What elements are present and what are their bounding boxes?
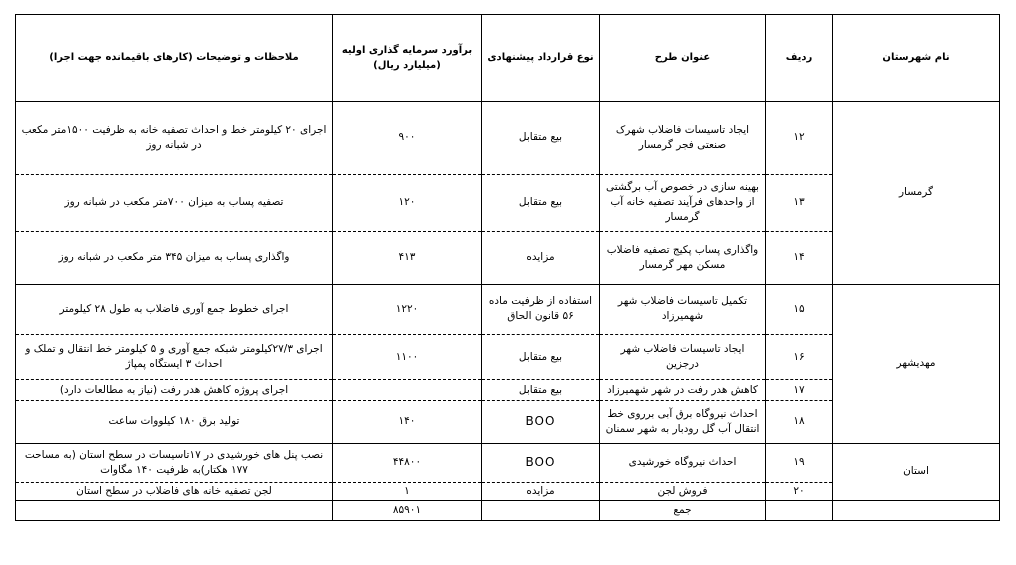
contract-type: BOO bbox=[482, 400, 600, 443]
investment-value: ۴۴۸۰۰ bbox=[333, 443, 482, 483]
investment-value: ۹۰۰ bbox=[333, 101, 482, 174]
header-project-title: عنوان طرح bbox=[600, 15, 766, 102]
investment-value: ۴۱۳ bbox=[333, 231, 482, 284]
row-number: ۱۳ bbox=[766, 174, 833, 231]
row-number: ۲۰ bbox=[766, 483, 833, 500]
contract-type: مزایده bbox=[482, 483, 600, 500]
table-row bbox=[16, 101, 1000, 174]
notes-text: اجرای ۲۰ کیلومتر خط و احداث تصفیه خانه به ظرفیت ۱۵۰۰متر مکعب در شبانه روز bbox=[16, 101, 333, 174]
row-number: ۱۸ bbox=[766, 400, 833, 443]
row-number: ۱۶ bbox=[766, 334, 833, 380]
contract-type: بیع متقابل bbox=[482, 380, 600, 400]
total-value: ۸۵۹۰۱ bbox=[333, 500, 482, 520]
city-cell-mahdishahr: مهدیشهر bbox=[833, 284, 1000, 443]
header-contract-type: نوع قرارداد پیشنهادی bbox=[482, 15, 600, 102]
header-investment: برآورد سرمایه گذاری اولیه (میلیارد ریال) bbox=[333, 15, 482, 102]
row-number: ۱۹ bbox=[766, 443, 833, 483]
header-row bbox=[16, 15, 1000, 102]
total-label: جمع bbox=[600, 500, 766, 520]
total-empty-contract bbox=[482, 500, 600, 520]
header-notes: ملاحظات و توضیحات (کارهای باقیمانده جهت اجرا) bbox=[16, 15, 333, 102]
row-number: ۱۵ bbox=[766, 284, 833, 334]
city-cell-ostan: استان bbox=[833, 443, 1000, 500]
contract-type: بیع متقابل bbox=[482, 334, 600, 380]
project-title: واگذاری پساب پکیج تصفیه فاضلاب مسکن مهر گرمسار bbox=[600, 231, 766, 284]
project-title: ایجاد تاسیسات فاضلاب شهرک صنعتی فجر گرمسار bbox=[600, 101, 766, 174]
project-title: بهینه سازی در خصوص آب برگشتی از واحدهای فرآیند تصفیه خانه آب گرمسار bbox=[600, 174, 766, 231]
project-title: فروش لجن bbox=[600, 483, 766, 500]
total-row bbox=[16, 500, 1000, 520]
project-title: ایجاد تاسیسات فاضلاب شهر درجزین bbox=[600, 334, 766, 380]
contract-type: بیع متقابل bbox=[482, 101, 600, 174]
notes-text: اجرای پروژه کاهش هدر رفت (نیاز به مطالعات دارد) bbox=[16, 380, 333, 400]
investment-value: ۱ bbox=[333, 483, 482, 500]
total-empty-city bbox=[833, 500, 1000, 520]
investment-value: ۱۲۲۰ bbox=[333, 284, 482, 334]
city-cell-garmsar: گرمسار bbox=[833, 101, 1000, 284]
notes-text: تولید برق ۱۸۰ کیلووات ساعت bbox=[16, 400, 333, 443]
investment-value bbox=[333, 380, 482, 400]
contract-type: بیع متقابل bbox=[482, 174, 600, 231]
project-title: کاهش هدر رفت در شهر شهمیرزاد bbox=[600, 380, 766, 400]
project-title: تکمیل تاسیسات فاضلاب شهر شهمیرزاد bbox=[600, 284, 766, 334]
total-empty-notes bbox=[16, 500, 333, 520]
table-row bbox=[16, 443, 1000, 483]
contract-type: استفاده از ظرفیت ماده ۵۶ قانون الحاق bbox=[482, 284, 600, 334]
notes-text: نصب پنل های خورشیدی در ۱۷تاسیسات در سطح استان (به مساحت ۱۷۷ هکتار)به ظرفیت ۱۴۰ مگاوات bbox=[16, 443, 333, 483]
row-number: ۱۲ bbox=[766, 101, 833, 174]
total-empty-number bbox=[766, 500, 833, 520]
table-row bbox=[16, 284, 1000, 334]
row-number: ۱۴ bbox=[766, 231, 833, 284]
header-row-number: ردیف bbox=[766, 15, 833, 102]
row-number: ۱۷ bbox=[766, 380, 833, 400]
contract-type: مزایده bbox=[482, 231, 600, 284]
notes-text: لجن تصفیه خانه های فاضلاب در سطح استان bbox=[16, 483, 333, 500]
investment-value: ۱۴۰ bbox=[333, 400, 482, 443]
notes-text: اجرای ۲۷/۳کیلومتر شبکه جمع آوری و ۵ کیلومتر خط انتقال و تملک و احداث ۳ ایستگاه پمپاژ bbox=[16, 334, 333, 380]
investment-value: ۱۲۰ bbox=[333, 174, 482, 231]
contract-type: BOO bbox=[482, 443, 600, 483]
project-title: احداث نیروگاه خورشیدی bbox=[600, 443, 766, 483]
notes-text: اجرای خطوط جمع آوری فاضلاب به طول ۲۸ کیلومتر bbox=[16, 284, 333, 334]
notes-text: واگذاری پساب به میزان ۳۴۵ متر مکعب در شبانه روز bbox=[16, 231, 333, 284]
notes-text: تصفیه پساب به میزان ۷۰۰متر مکعب در شبانه روز bbox=[16, 174, 333, 231]
investment-value: ۱۱۰۰ bbox=[333, 334, 482, 380]
investment-projects-table bbox=[15, 14, 1000, 521]
project-title: احداث نیروگاه برق آبی برروی خط انتقال آب گل رودبار به شهر سمنان bbox=[600, 400, 766, 443]
header-city: نام شهرستان bbox=[833, 15, 1000, 102]
